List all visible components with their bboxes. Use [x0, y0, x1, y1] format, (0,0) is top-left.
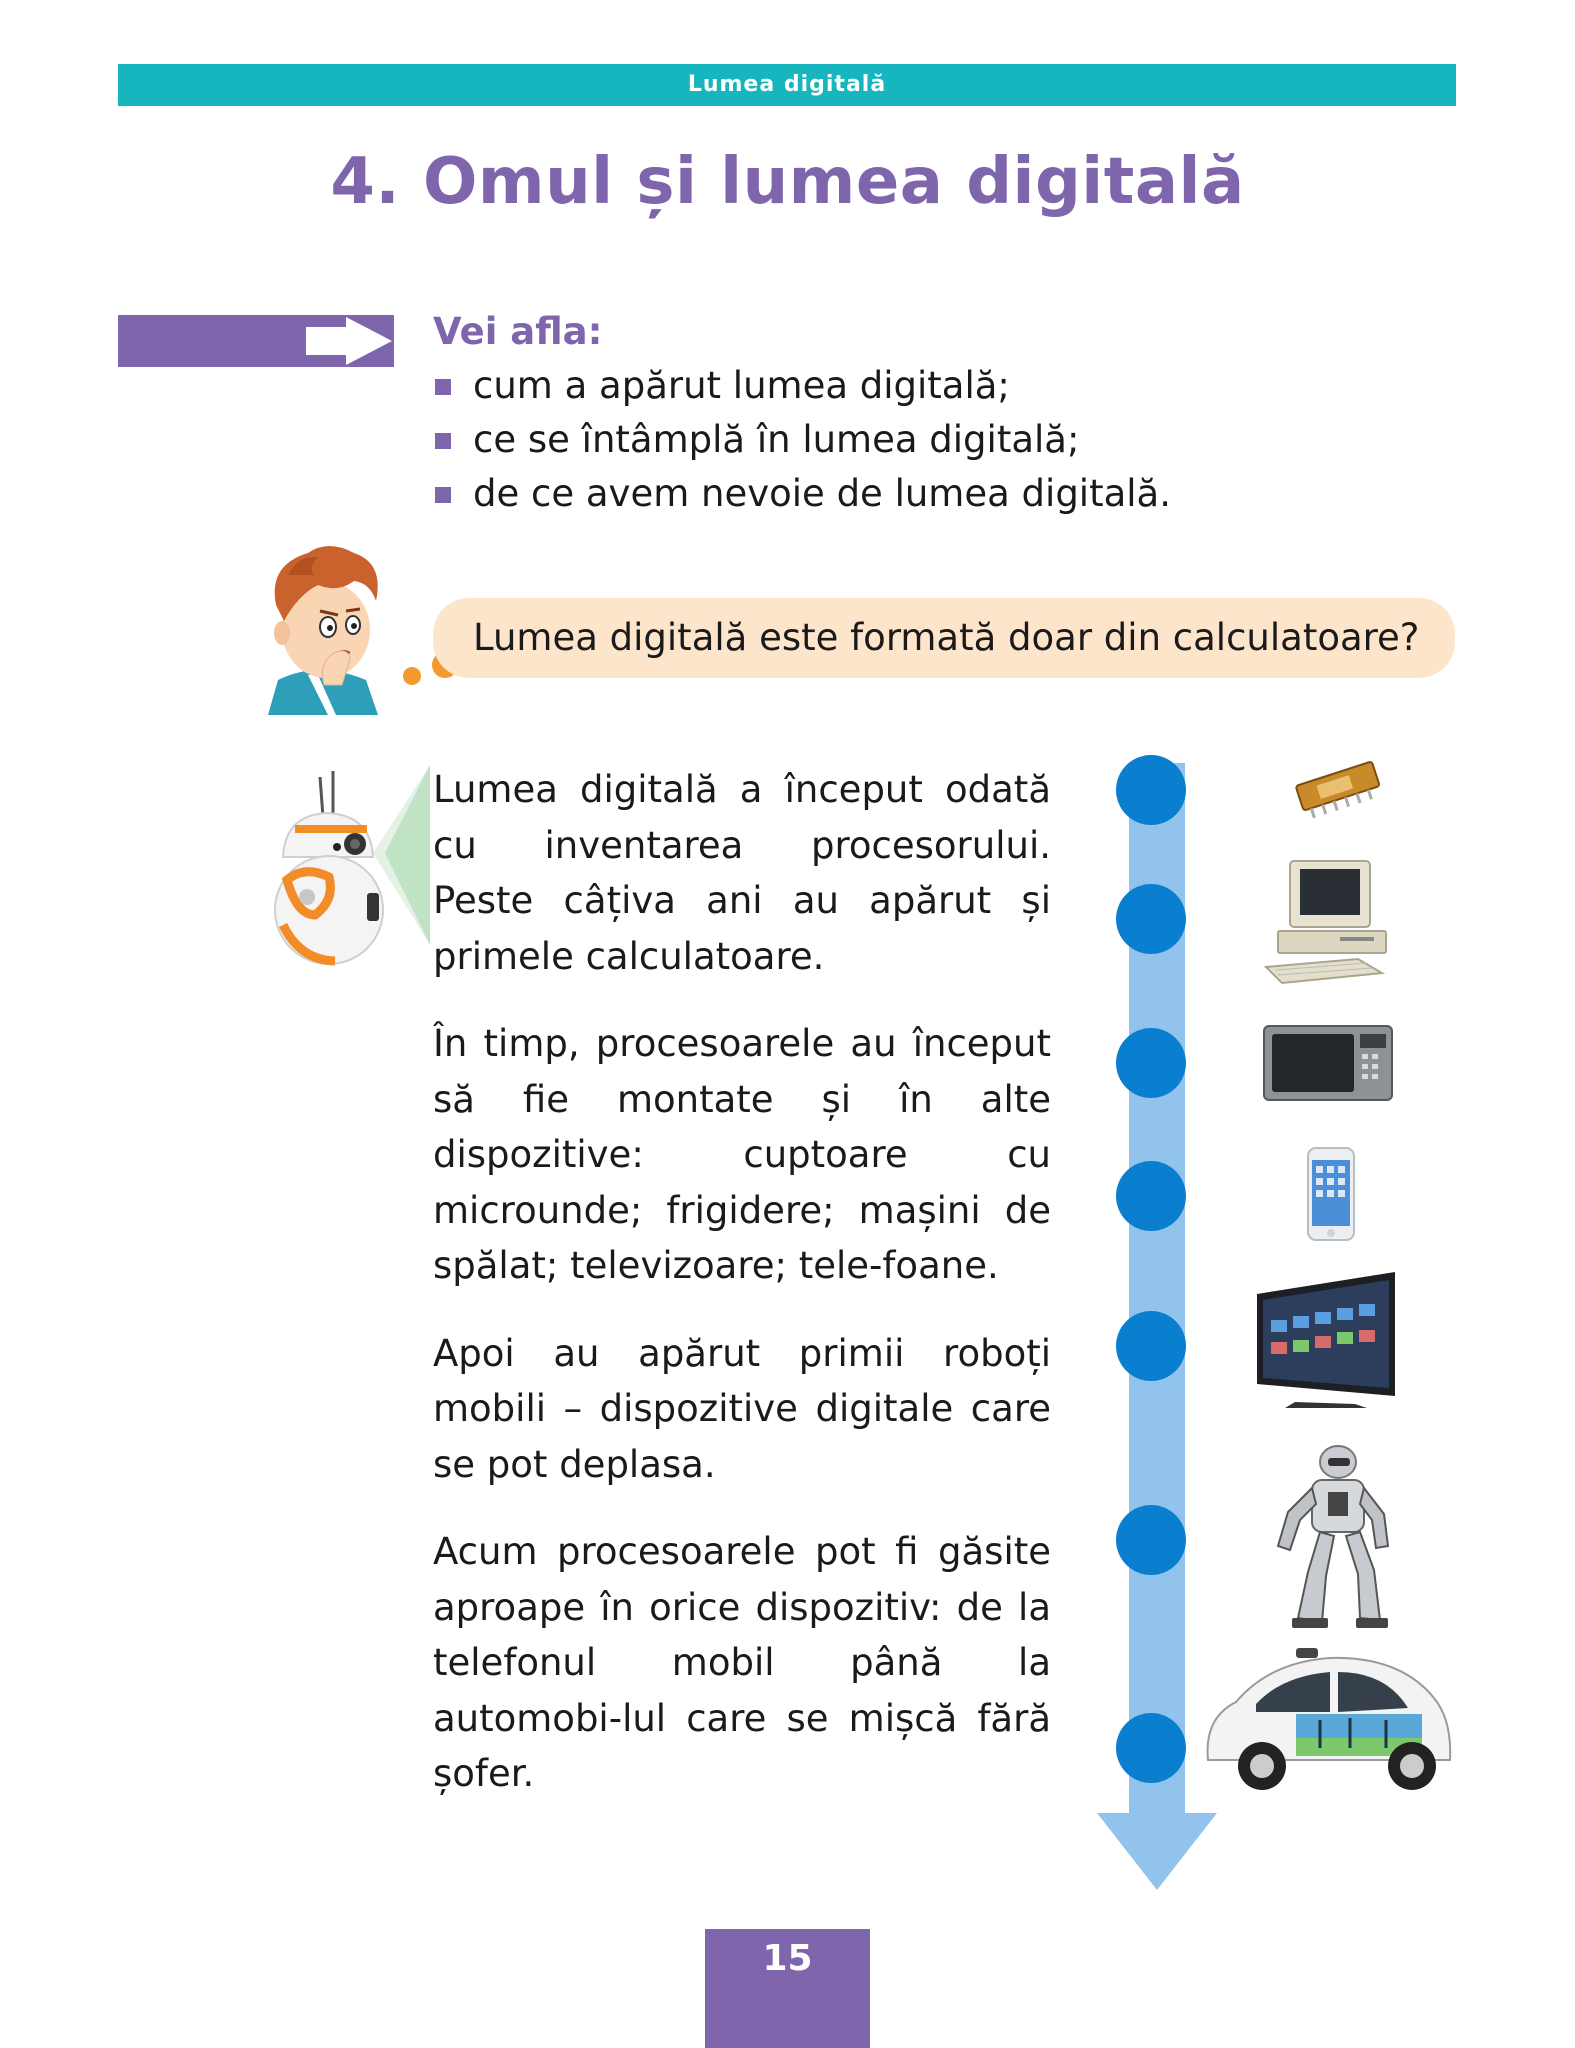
humanoid-robot-image: [1268, 1442, 1398, 1634]
objective-item: cum a apărut lumea digitală;: [433, 359, 1333, 413]
lesson-body: [433, 762, 1051, 1834]
page-number: 15: [705, 1929, 870, 2048]
smartphone-image: [1306, 1146, 1356, 1242]
arrow-right-icon: [118, 315, 394, 367]
question-bubble: Lumea digitală este formată doar din calculatoare?: [433, 598, 1455, 678]
paragraph: Lumea digitală a început odată cu inventarea procesorului. Peste câțiva ani au apărut și primele calculatoare.: [433, 768, 1051, 978]
thought-dot-small: [403, 667, 421, 685]
paragraph: În timp, procesoarele au început să fie montate și în alte dispozitive: cuptoare cu microunde; frigidere; mașini de spălat; televizoare; tele-foane.: [433, 1022, 1051, 1287]
processor-chip-image: [1288, 755, 1388, 820]
paragraph: Acum procesoarele pot fi găsite aproape în orice dispozitiv: de la telefonul mobil până la automobi-lul care se mișcă fără șofer.: [433, 1530, 1051, 1795]
paragraph: Apoi au apărut primii roboți mobili – dispozitive digitale care se pot deplasa.: [433, 1331, 1051, 1486]
timeline-node: [1116, 884, 1186, 954]
robot-mascot-illustration: [255, 765, 435, 975]
self-driving-car-image: [1200, 1648, 1456, 1794]
thinking-boy-illustration: [258, 535, 398, 715]
lesson-title: 4. Omul și lumea digitală: [330, 145, 1245, 219]
timeline-node: [1116, 1713, 1186, 1783]
chapter-header-label: Lumea digitală: [687, 72, 887, 97]
timeline-node: [1116, 1028, 1186, 1098]
objectives-label: Vei afla:: [433, 310, 603, 353]
timeline-node: [1116, 1505, 1186, 1575]
timeline-arrowhead: [1097, 1813, 1217, 1890]
chapter-header-bar: [118, 64, 1456, 106]
timeline-node: [1116, 1161, 1186, 1231]
desktop-computer-image: [1262, 855, 1392, 985]
microwave-oven-image: [1262, 1022, 1394, 1106]
timeline-node: [1116, 1311, 1186, 1381]
objective-item: de ce avem nevoie de lumea digitală.: [433, 467, 1333, 521]
timeline-node: [1116, 755, 1186, 825]
objective-item: ce se întâmplă în lumea digitală;: [433, 413, 1333, 467]
objectives-block: [433, 310, 1333, 521]
objectives-marker: [118, 315, 394, 367]
smart-tv-image: [1255, 1270, 1397, 1412]
